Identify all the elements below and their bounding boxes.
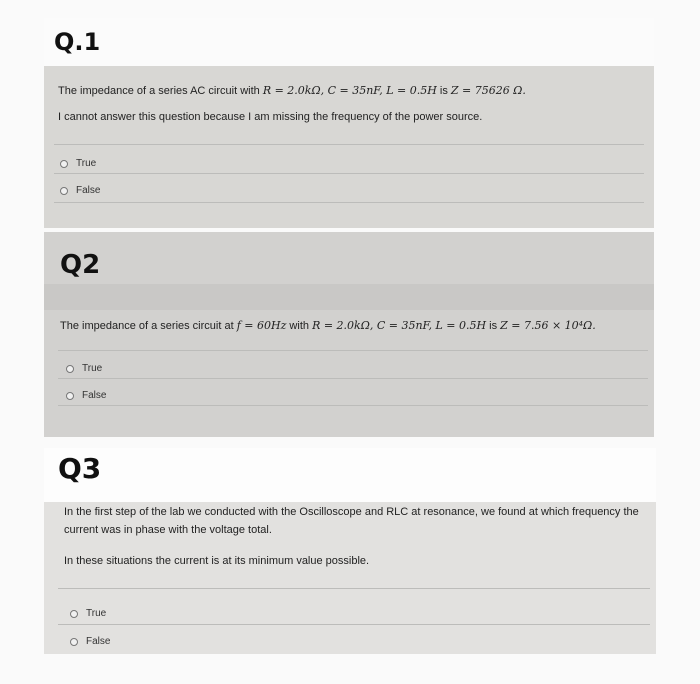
question-2-panel [44,232,654,437]
divider [58,588,650,589]
option-false[interactable] [70,636,110,647]
option-false[interactable] [66,390,106,401]
question-1-text [58,84,526,97]
question-3-panel [44,448,656,654]
question-3-label: Q3 [58,452,102,485]
question-2-text-a: The impedance of a series circuit at [60,320,237,332]
option-true[interactable] [66,363,102,374]
question-1-impedance: Z = 75626 Ω. [450,84,526,97]
question-1-text-c: is [436,85,451,97]
radio-button[interactable] [66,365,74,373]
option-true[interactable] [60,158,96,169]
option-label: False [76,185,101,196]
question-1-label: Q.1 [54,28,101,56]
question-1-panel [44,18,654,228]
panel-band [44,284,654,310]
divider [58,350,648,351]
radio-button[interactable] [66,392,74,400]
radio-button[interactable] [60,187,68,195]
option-true[interactable] [70,608,106,619]
question-1-values: R = 2.0kΩ, C = 35nF, L = 0.5H [262,84,437,97]
question-2-frequency: f = 60Hz [236,319,287,332]
question-2-label: Q2 [60,250,101,280]
option-label: True [82,363,103,374]
divider [58,378,648,379]
divider [58,405,648,406]
divider [58,624,650,625]
question-1-header [44,18,654,66]
question-3-text: In the first step of the lab we conducted with the Oscilloscope and RLC at resonance, we found at which frequency the current was in phase with the voltage total. [64,506,639,536]
question-3-header [44,448,656,502]
option-false[interactable] [60,185,100,196]
question-2-text [60,319,596,332]
question-2-impedance: Z = 7.56 × 10⁴Ω. [500,319,596,332]
divider [54,144,644,145]
radio-button[interactable] [70,638,78,646]
question-3-statement: In these situations the current is at its minimum value possible. [64,555,370,567]
question-2-text-c: with [286,320,313,332]
question-2-text-e: is [486,320,501,332]
question-1-note: I cannot answer this question because I am missing the frequency of the power source. [58,111,483,123]
option-label: False [86,636,111,647]
radio-button[interactable] [60,160,68,168]
option-label: True [86,608,107,619]
option-label: True [76,158,97,169]
question-1-text-a: The impedance of a series AC circuit with [58,85,263,97]
option-label: False [82,390,107,401]
radio-button[interactable] [70,610,78,618]
divider [54,202,644,203]
question-2-values: R = 2.0kΩ, C = 35nF, L = 0.5H [312,319,487,332]
divider [54,173,644,174]
